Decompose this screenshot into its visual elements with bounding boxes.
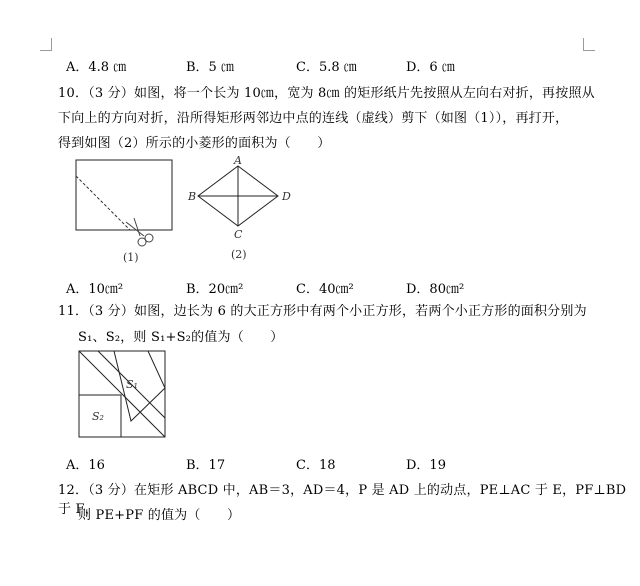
main-diagonal <box>79 351 165 437</box>
q9-option-b: B．5 ㎝ <box>186 60 234 75</box>
s1-label: S₁ <box>126 378 138 391</box>
dashed-cut-line <box>76 176 130 230</box>
folded-rectangle <box>76 160 172 230</box>
q10-stem-line1: 10．（3 分）如图，将一个长为 10㎝，宽为 8㎝ 的矩形纸片先按照从左向右对折，再按照从 <box>58 86 595 101</box>
q10-option-a: A．10㎝² <box>66 282 124 297</box>
page-corner-mark-right <box>583 40 595 51</box>
vertex-label-c: C <box>234 228 243 241</box>
page-corner-mark-right-vertical <box>583 38 584 50</box>
page-corner-mark-left-vertical <box>51 38 52 50</box>
q11-figure <box>78 350 178 450</box>
q9-option-a: A．4.8 ㎝ <box>66 60 127 75</box>
vertex-label-b: B <box>188 190 197 203</box>
q10-option-c: C．40㎝² <box>296 282 354 297</box>
q11-option-c: C．18 <box>296 458 336 473</box>
q9-option-c: C．5.8 ㎝ <box>296 60 357 75</box>
q10-figure-1-caption: (1) <box>123 251 139 264</box>
q11-stem-line1: 11．（3 分）如图，边长为 6 的大正方形中有两个小正方形，若两个小正方形的面积分别为 <box>58 304 587 319</box>
q10-stem-line2: 下向上的方向对折，沿所得矩形两邻边中点的连线（虚线）剪下（如图（1）），再打开， <box>58 111 569 126</box>
q10-figure-2-caption: (2) <box>231 248 247 261</box>
q10-option-d: D．80㎝² <box>406 282 465 297</box>
q10-stem-line3: 得到如图（2）所示的小菱形的面积为（ ） <box>58 136 331 151</box>
q10-option-b: B．20㎝² <box>186 282 244 297</box>
q12-stem-line1: 12．（3 分）在矩形 ABCD 中，AB＝3，AD＝4，P 是 AD 上的动点，PE⊥AC 于 E，PF⊥BD 于 F， <box>58 483 627 517</box>
vertex-label-d: D <box>282 190 291 203</box>
q12-stem-line2: 则 PE+PF 的值为（ ） <box>78 508 241 523</box>
s2-label: S₂ <box>92 410 104 423</box>
scissors-icon <box>126 218 153 246</box>
vertex-label-a: A <box>234 154 242 167</box>
q10-figure-2 <box>186 156 296 266</box>
q11-option-d: D．19 <box>406 458 446 473</box>
q11-option-b: B．17 <box>186 458 226 473</box>
q11-option-a: A．16 <box>66 458 105 473</box>
q9-option-d: D．6 ㎝ <box>406 60 455 75</box>
q11-stem-line2: S₁、S₂，则 S₁+S₂的值为（ ） <box>78 330 284 345</box>
